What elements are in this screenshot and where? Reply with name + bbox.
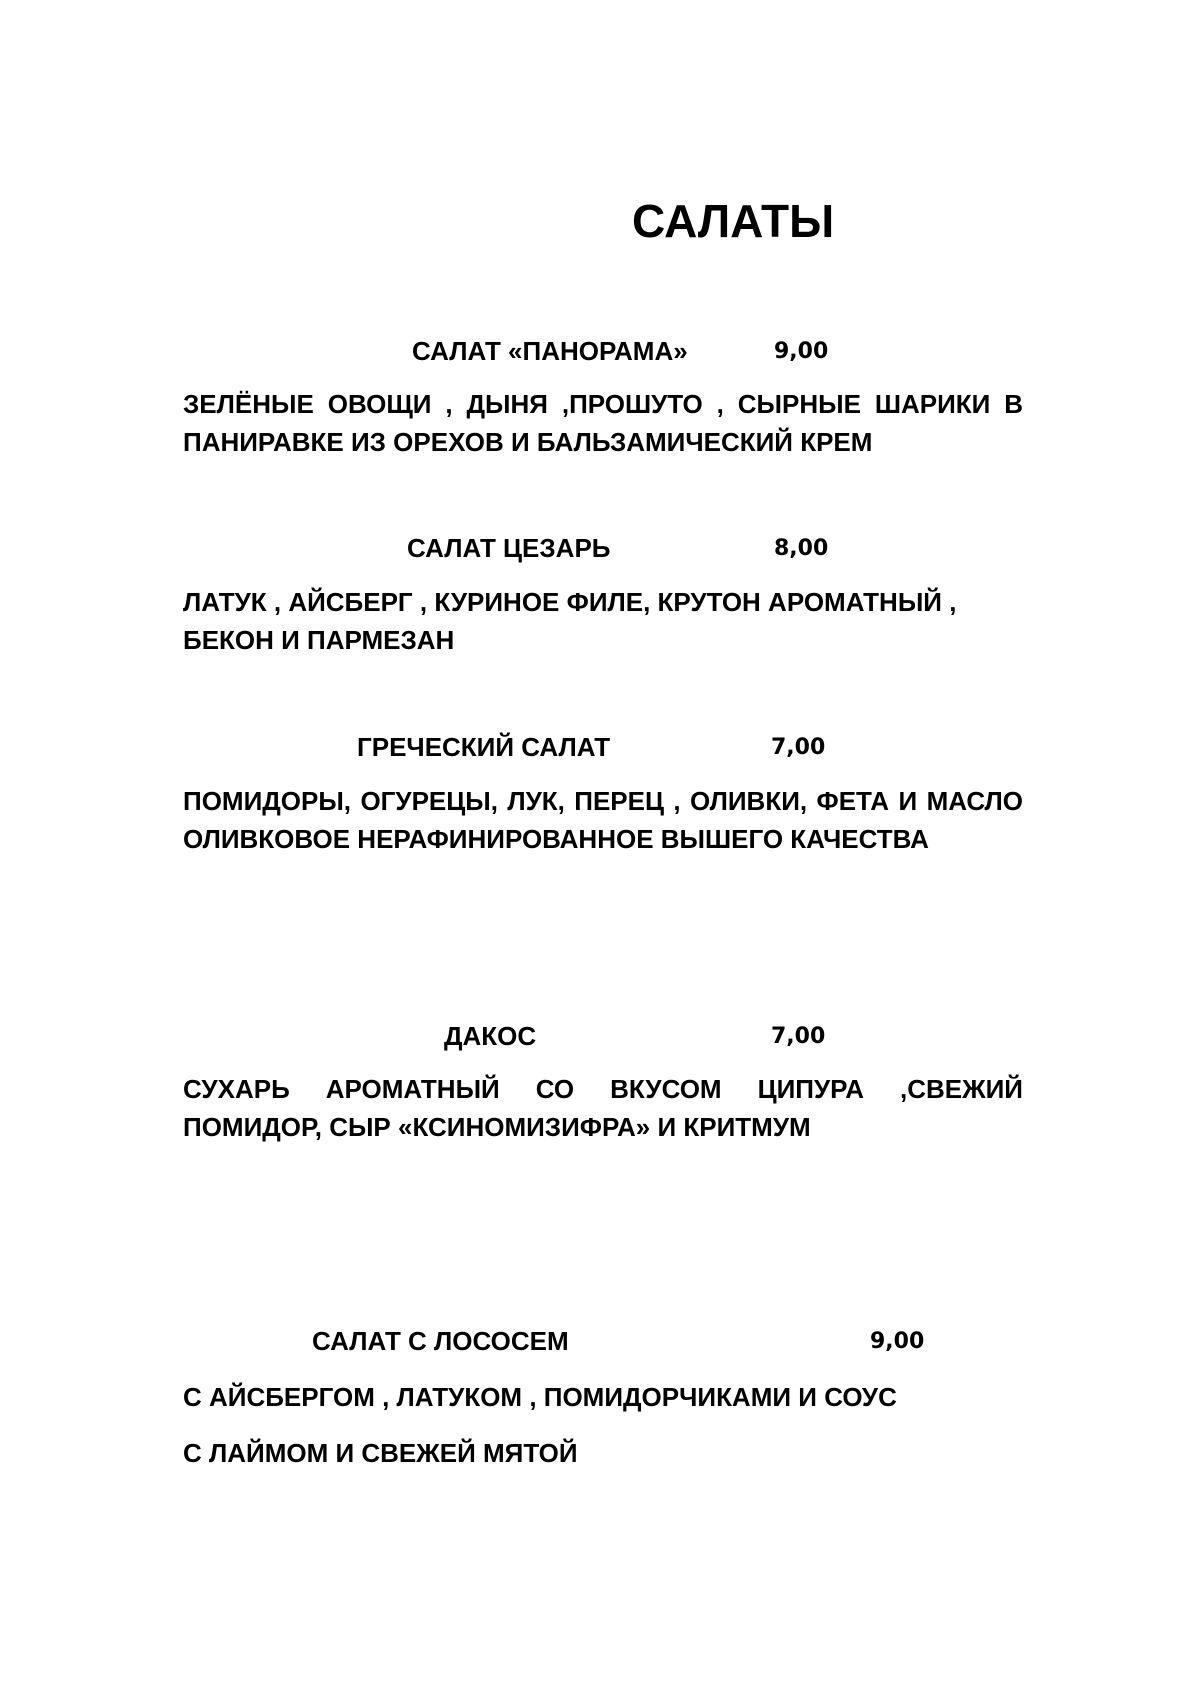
item-price-salmon: 9,00 [870, 1329, 925, 1354]
item-name-salmon: САЛАТ С ЛОСОСЕМ [312, 1326, 569, 1356]
item-name-caesar: САЛАТ ЦЕЗАРЬ [407, 533, 611, 563]
item-price-dakos: 7,00 [771, 1024, 826, 1049]
item-description-panorama: ЗЕЛЁНЫЕ ОВОЩИ , ДЫНЯ ,ПРОШУТО , СЫРНЫЕ ШАРИКИ В ПАНИРАВКЕ ИЗ ОРЕХОВ И БАЛЬЗАМИЧЕСКИЙ КРЕМ [183, 389, 1023, 457]
item-name-greek: ГРЕЧЕСКИЙ САЛАТ [357, 732, 611, 762]
item-description-salmon-line-2: С ЛАЙМОМ И СВЕЖЕЙ МЯТОЙ [183, 1438, 578, 1468]
item-price-greek: 7,00 [771, 735, 826, 760]
item-description-dakos: СУХАРЬ АРОМАТНЫЙ СО ВКУСОМ ЦИПУРА ,СВЕЖИЙ ПОМИДОР, СЫР «КСИНОМИЗИФРА» И КРИТМУМ [183, 1074, 1023, 1142]
page-title: САЛАТЫ [632, 195, 835, 247]
item-price-caesar: 8,00 [774, 536, 829, 561]
item-price-panorama: 9,00 [774, 339, 829, 364]
item-description-salmon-line-1: С АЙСБЕРГОМ , ЛАТУКОМ , ПОМИДОРЧИКАМИ И СОУС [183, 1382, 897, 1412]
item-description-caesar: ЛАТУК , АЙСБЕРГ , КУРИНОЕ ФИЛЕ, КРУТОН АРОМАТНЫЙ , БЕКОН И ПАРМЕЗАН [183, 587, 957, 655]
item-description-greek: ПОМИДОРЫ, ОГУРЕЦЫ, ЛУК, ПЕРЕЦ , ОЛИВКИ, ФЕТА И МАСЛО ОЛИВКОВОЕ НЕРАФИНИРОВАННОЕ ВЫШЕГО КАЧЕСТВА [183, 786, 1023, 854]
item-name-panorama: САЛАТ «ПАНОРАМА» [412, 336, 688, 366]
item-name-dakos: ДАКОС [444, 1021, 537, 1051]
